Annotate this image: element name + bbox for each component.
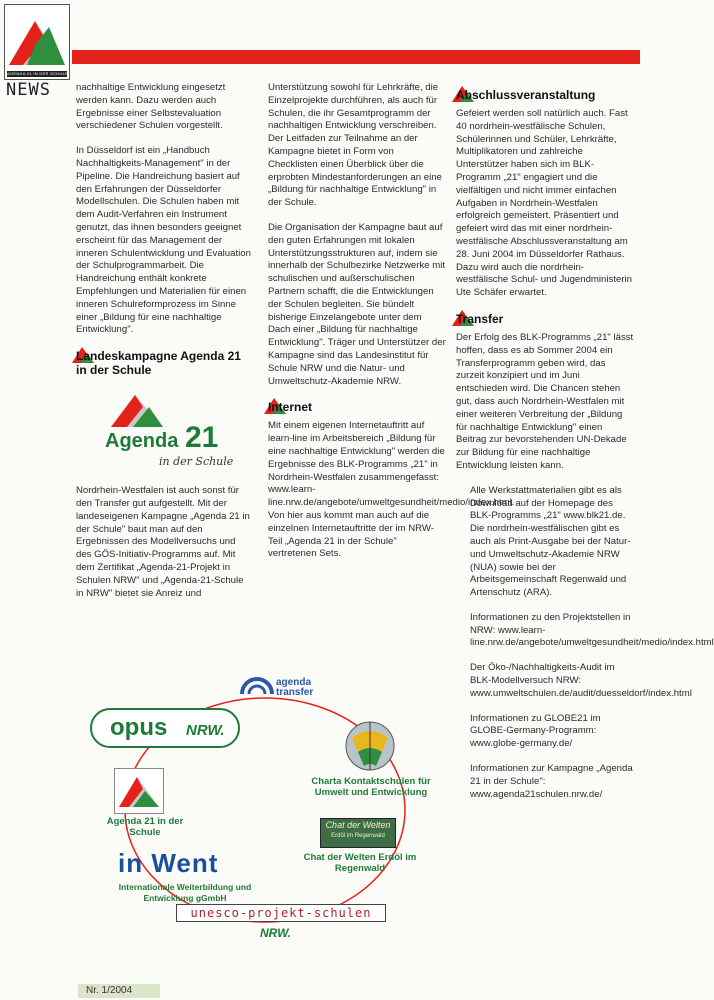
opus-text: opus <box>110 714 168 741</box>
issue-number: Nr. 1/2004 <box>78 984 160 998</box>
col3-paragraph-2: Der Erfolg des BLK-Programms „21" lässt hoffen, dass es ab Sommer 2004 ein Transferprogramm geben wird, das zurzeit konzipiert und im Juni entschieden wird. Die Chancen stehen gut, dass auch Nordrhein-Westfalen mit einer weiteren Verbreitung der „Bildung für nachhaltige Entwicklung" einen Beitrag zur bevorstehenden UN-Dekade zur Bildung für eine nachhaltige Entwicklung leisten kann. <box>456 331 634 471</box>
header-red-bar <box>72 50 640 64</box>
chat-badge-sub: Erdöl im Regenwald <box>331 833 385 839</box>
partner-logos-network <box>80 668 450 958</box>
col3-paragraph-6: Informationen zu GLOBE21 im GLOBE-Germany-Programm: www.globe-germany.de/ <box>470 712 601 750</box>
logo-strip-text: AGENDA 21 IN DER SCHULE <box>7 71 69 76</box>
column-3 <box>456 82 714 813</box>
agenda-sub: in der Schule <box>159 455 234 469</box>
section-heading-transfer: Transfer <box>456 312 634 326</box>
chat-der-welten-logo <box>320 818 396 848</box>
unesco-nrw-text: NRW. <box>260 926 291 940</box>
chat-badge-title: Chat der Welten <box>325 820 391 830</box>
col3-paragraph-4: Informationen zu den Projektstellen in NRW: www.learn-line.nrw.de/angebote/umweltgesundheit/medio/index.html <box>470 611 714 649</box>
col2-paragraph-2: Die Organisation der Kampagne baut auf den guten Erfahrungen mit lokalen Unterstützungsstrukturen auf, indem sie innerhalb der Schulbezirke Netzwerke mit schulischen und außerschulischen Partnern schafft, die die Entwicklungen der Schulen begleiten. Sie bündelt bisherige Einzelangebote unter dem Dach einer „Bildung für nachhaltige Entwicklung". Träger und Unterstützer der Kampagne sind das Landesinstitut für Schule NRW und die Natur- und Umweltschutz-Akademie NRW. <box>268 221 446 387</box>
unesco-projekt-schulen-logo: unesco-projekt-schulen <box>176 904 386 922</box>
section-heading-landeskampagne: Landeskampagne Agenda 21 in der Schule <box>76 349 252 377</box>
news-label: NEWS <box>6 80 51 100</box>
column-1 <box>76 82 252 612</box>
agenda-transfer-line2: transfer <box>276 687 314 698</box>
agenda-transfer-line1: agenda <box>276 677 312 688</box>
col1-paragraph-2: In Düsseldorf ist ein „Handbuch Nachhaltigkeits-Management" in der Pipeline. Die Handreichung basiert auf den Erfahrungen der Düsseldorfer Modellschulen. Die Schulen haben mit dem Audit-Verfahren ein Instrument genutzt, das ihnen besonders geeignet erscheint für das Management der inneren Schulentwicklung und Evaluation der Schulprogrammarbeit. Die Handreichung enthält konkrete Empfehlungen und Materialien für einen inneren Schulreformprozess im Sinne einer „Bildung für eine nachhaltige Entwicklung". <box>76 145 251 336</box>
charta-label: Charta Kontaktschulen für Umwelt und Entwicklung <box>311 776 431 798</box>
inwent-logo <box>118 848 288 878</box>
col2-paragraph-3: Mit einem eigenen Internetauftritt auf learn-line im Arbeitsbereich „Bildung für eine nachhaltige Entwicklung" werden die Ergebnisse des BLK-Programms „21" in Nordrhein-Westfalen zusammengefasst: www.learn-line.nrw.de/angebote/umweltgesundheit/medio/index.html. Von hier aus kommt man auch auf die einzelnen Internetauftritte der im NRW-Teil „Agenda 21 in der Schule" vertretenen Sets. <box>268 420 515 560</box>
agenda21-header-logo <box>4 4 70 80</box>
agenda21-logo <box>89 385 239 475</box>
section-heading-abschluss: Abschlussveranstaltung <box>456 88 634 102</box>
col1-paragraph-1: nachhaltige Entwicklung eingesetzt werden kann. Dazu werden auch Ergebnisse einer Selbstevaluation verschiedener Schulen vorgestellt. <box>76 82 226 132</box>
agenda-21-number: 21 <box>185 421 219 455</box>
col3-paragraph-1: Gefeiert werden soll natürlich auch. Fast 40 nordrhein-westfälische Schulen, Schülerinnen und Schüler, Lehrkräfte, Multiplikatoren und zahlreiche Unterstützer haben sich im BLK-Programm „21" engagiert und die vielfältigen und nicht immer einfachen Aufgaben in Nordrhein-Westfalen erfolgreich gemeistert. Präsentiert und gefeiert wird das mit einer nordrhein-westfälische Abschlussveranstaltung am 28. Juni 2004 im Düsseldorfer Rathaus. Dazu wird auch die nordrhein-westfälische Schul- und Jugendministerin Ute Schäfer erwartet. <box>456 108 632 299</box>
section-heading-internet: Internet <box>268 400 446 414</box>
col3-paragraph-7: Informationen zur Kampagne „Agenda 21 in der Schule": www.agenda21schulen.nrw.de/ <box>470 763 633 800</box>
agenda21-small-label: Agenda 21 in der Schule <box>106 816 184 838</box>
chat-der-welten-label: Chat der Welten Erdöl im Regenwald <box>303 852 417 874</box>
agenda-transfer-logo <box>240 672 320 714</box>
charta-globe-icon <box>342 718 398 774</box>
opus-nrw-text: NRW. <box>186 722 225 739</box>
opus-nrw-logo <box>90 708 240 748</box>
agenda-word: Agenda <box>105 430 179 453</box>
col3-paragraph-5: Der Öko-/Nachhaltigkeits-Audit im BLK-Modellversuch NRW: www.umweltschulen.de/audit/duesseldorf/index.html <box>470 662 692 699</box>
agenda-transfer-arc-icon <box>240 672 274 694</box>
inwent-text: in Went <box>118 848 219 878</box>
agenda21-small-logo <box>114 768 164 814</box>
inwent-subtitle: Internationale Weiterbildung und Entwicklung gGmbH <box>118 882 252 903</box>
col2-paragraph-1: Unterstützung sowohl für Lehrkräfte, die Einzelprojekte durchführen, als auch für Schulen, die ihr Gesamtprogramm der nachhaltigen Entwicklung verschreiben. Der Leitfaden zur Teilnahme an der Kampagne bietet in Form von Checklisten einen Überblick über die erprobten Mindestanforderungen an eine „Bildung für nachhaltige Entwicklung" in der Schule. <box>268 82 442 209</box>
col1-paragraph-3: Nordrhein-Westfalen ist auch sonst für den Transfer gut aufgestellt. Mit der landeseigenen Kampagne „Agenda 21 in der Schule" baut man auf den Ergebnissen des Modellversuchs und des GÖS-Initiativ-Programms auf. Mit dem Zertifikat „Agenda-21-Projekt in Schulen NRW" und „Agenda-21-Schule in NRW" bietet sie Anreiz und <box>76 485 250 599</box>
col3-paragraph-3: Alle Werkstattmaterialien gibt es als Download auf der Homepage des BLK-Programms „21" www.blk21.de. Die nordrhein-westfälischen gibt es auch als Print-Ausgabe bei der Natur- und Umweltschutz-Akademie NRW (NUA) sowie bei der Arbeitsgemeinschaft Regenwald und Artenschutz (ARA). <box>470 484 631 599</box>
